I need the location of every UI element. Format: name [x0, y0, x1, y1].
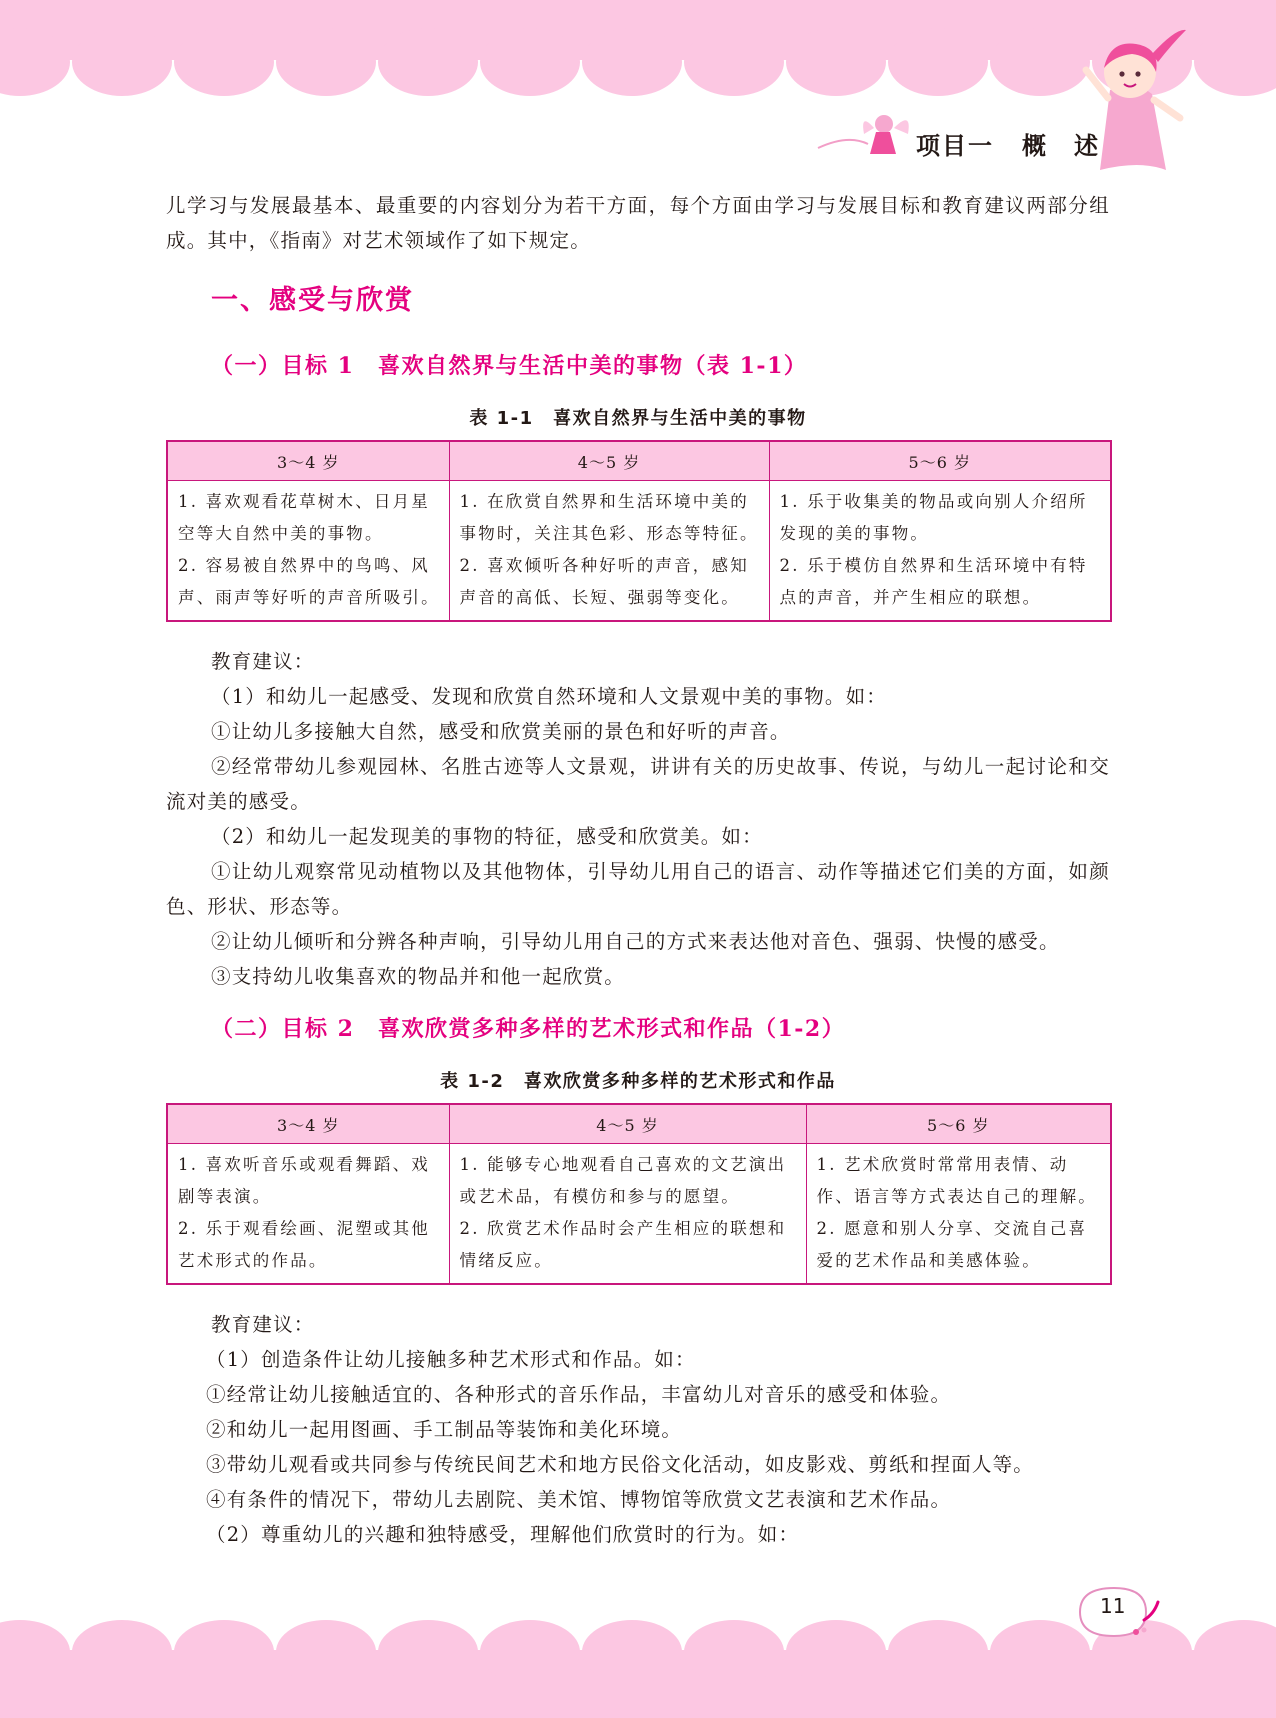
advice-heading: 教育建议： — [211, 1313, 315, 1336]
advice-item: ②和幼儿一起用图画、手工制品等装饰和美化环境。 — [206, 1418, 683, 1441]
table-header-cell: 3～4 岁 — [167, 441, 449, 481]
section-title: 一、感受与欣赏 — [211, 285, 414, 316]
intro-paragraph: 儿学习与发展最基本、最重要的内容划分为若干方面，每个方面由学习与发展目标和教育建议两部分组成。其中，《指南》对艺术领域作了如下规定。 — [166, 194, 1110, 252]
small-fairy-illustration — [808, 104, 918, 164]
table-cell: 1. 喜欢观看花草树木、日月星空等大自然中美的事物。 2. 容易被自然界中的鸟鸣、风声、雨声等好听的声音所吸引。 — [167, 481, 449, 622]
table-header-row — [167, 441, 1111, 481]
table-cell: 1. 喜欢听音乐或观看舞蹈、戏剧等表演。 2. 乐于观看绘画、泥塑或其他艺术形式的作品。 — [167, 1144, 449, 1285]
goal2-title: （二）目标 2 喜欢欣赏多种多样的艺术形式和作品（1-2） — [211, 1016, 846, 1042]
table-header-cell: 5～6 岁 — [769, 441, 1111, 481]
table-header-cell: 3～4 岁 — [167, 1104, 449, 1144]
advice-item: （1）和幼儿一起感受、发现和欣赏自然环境和人文景观中美的事物。如： — [211, 685, 888, 708]
table-cell: 1. 乐于收集美的物品或向别人介绍所发现的美的事物。 2. 乐于模仿自然界和生活环境中有特点的声音，并产生相应的联想。 — [769, 481, 1111, 622]
table-row — [167, 1144, 1111, 1285]
running-head-title: 概 述 — [1022, 132, 1100, 160]
table-cell: 1. 艺术欣赏时常常用表情、动作、语言等方式表达自己的理解。 2. 愿意和别人分享、交流自己喜爱的艺术作品和美感体验。 — [806, 1144, 1111, 1285]
table2-caption: 表 1-2 喜欢欣赏多种多样的艺术形式和作品 — [440, 1071, 836, 1092]
advice-item: ②经常带幼儿参观园林、名胜古迹等人文景观，讲讲有关的历史故事、传说，与幼儿一起讨论和交流对美的感受。 — [166, 755, 1110, 813]
advice-item: （2）尊重幼儿的兴趣和独特感受，理解他们欣赏时的行为。如： — [206, 1523, 800, 1546]
page-number: 11 — [1100, 1594, 1126, 1618]
table1-caption: 表 1-1 喜欢自然界与生活中美的事物 — [469, 408, 807, 429]
page-content — [166, 188, 1110, 1552]
advice-item: ③带幼儿观看或共同参与传统民间艺术和地方民俗文化活动，如皮影戏、剪纸和捏面人等。 — [206, 1453, 1035, 1476]
advice-item: ①让幼儿观察常见动植物以及其他物体，引导幼儿用自己的语言、动作等描述它们美的方面，如颜色、形状、形态等。 — [166, 860, 1110, 918]
running-head — [916, 126, 1100, 161]
advice-item: （2）和幼儿一起发现美的事物的特征，感受和欣赏美。如： — [211, 825, 763, 848]
table-row — [167, 481, 1111, 622]
table-header-row — [167, 1104, 1111, 1144]
advice-item: ④有条件的情况下，带幼儿去剧院、美术馆、博物馆等欣赏文艺表演和艺术作品。 — [206, 1488, 952, 1511]
table2 — [166, 1103, 1112, 1285]
advice-item: ①让幼儿多接触大自然，感受和欣赏美丽的景色和好听的声音。 — [211, 720, 791, 743]
table-cell: 1. 能够专心地观看自己喜欢的文艺演出或艺术品，有模仿和参与的愿望。 2. 欣赏艺术作品时会产生相应的联想和情绪反应。 — [449, 1144, 806, 1285]
table-header-cell: 5～6 岁 — [806, 1104, 1111, 1144]
advice-item: ③支持幼儿收集喜欢的物品并和他一起欣赏。 — [211, 965, 626, 988]
table1 — [166, 440, 1112, 622]
advice-heading: 教育建议： — [211, 650, 315, 673]
advice-item: ①经常让幼儿接触适宜的、各种形式的音乐作品，丰富幼儿对音乐的感受和体验。 — [206, 1383, 952, 1406]
goal1-title: （一）目标 1 喜欢自然界与生活中美的事物（表 1-1） — [211, 353, 808, 379]
table-cell: 1. 在欣赏自然界和生活环境中美的事物时，关注其色彩、形态等特征。 2. 喜欢倾听各种好听的声音，感知声音的高低、长短、强弱等变化。 — [449, 481, 769, 622]
advice-item: （1）创造条件让幼儿接触多种艺术形式和作品。如： — [206, 1348, 696, 1371]
table-header-cell: 4～5 岁 — [449, 1104, 806, 1144]
table-header-cell: 4～5 岁 — [449, 441, 769, 481]
advice-item: ②让幼儿倾听和分辨各种声响，引导幼儿用自己的方式来表达他对音色、强弱、快慢的感受。 — [211, 930, 1060, 953]
running-head-project: 项目一 — [916, 132, 994, 160]
